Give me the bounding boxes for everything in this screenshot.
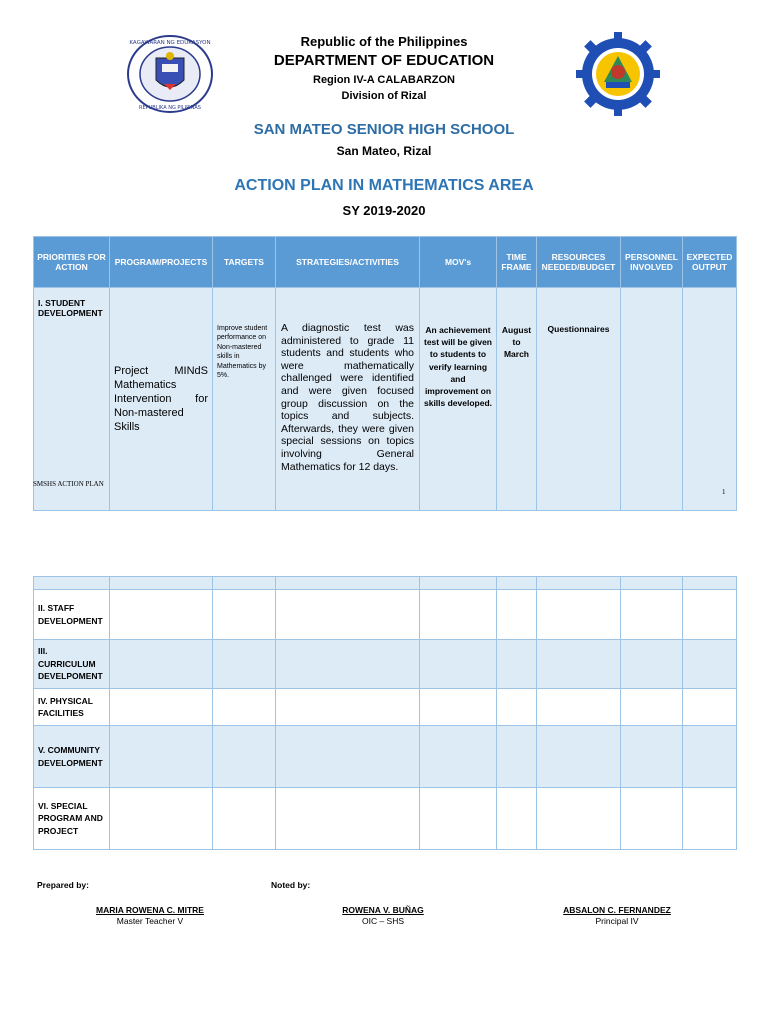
table-row: [34, 689, 737, 726]
document-title: ACTION PLAN IN MATHEMATICS AREA: [234, 177, 534, 194]
targets-cell: Improve student performance on Non-mastered skills in Mathematics by 5%.: [213, 288, 276, 511]
priority-cell: V. COMMUNITY DEVELOPMENT: [34, 726, 110, 788]
region-line: Region IV-A CALABARZON: [313, 74, 455, 86]
header-time-frame: TIME FRAME: [497, 237, 537, 288]
resources-cell: Questionnaires: [537, 288, 621, 511]
priority-cell: IV. PHYSICAL FACILITIES: [34, 689, 110, 726]
table-row: [34, 788, 737, 850]
program-cell: Project MINdS Mathematics Intervention for Non-mastered Skills: [110, 288, 213, 511]
time-frame-cell: August to March: [497, 288, 537, 511]
department-title: DEPARTMENT OF EDUCATION: [273, 52, 495, 69]
signatory-1: [50, 905, 250, 926]
priority-cell: II. STAFF DEVELOPMENT: [34, 590, 110, 640]
signatory-position: Principal IV: [595, 916, 639, 926]
seal-top-text: KAGAWARAN NG EDUKASYON: [129, 40, 211, 46]
footer-label: SMSHS ACTION PLAN: [33, 480, 104, 488]
school-location: San Mateo, Rizal: [336, 144, 432, 158]
table-row: [34, 590, 737, 640]
header-program: PROGRAM/PROJECTS: [110, 237, 213, 288]
school-name: SAN MATEO SENIOR HIGH SCHOOL: [253, 121, 515, 138]
signatory-name: ABSALON C. FERNANDEZ: [563, 905, 671, 915]
republic-line: Republic of the Philippines: [300, 34, 468, 49]
strategies-cell: A diagnostic test was administered to grade 11 students and students who were mathematically challenged were identified and were given focused group discussion on the topics and subjects. Afterwards, they were given special sessions on topics involving General Mathematics for 12 days.: [276, 288, 420, 511]
header-expected-output: EXPECTED OUTPUT: [683, 237, 737, 288]
action-plan-table-continued: [33, 576, 737, 850]
personnel-cell: [621, 288, 683, 511]
action-plan-table: [33, 236, 737, 511]
table-row: [34, 640, 737, 689]
noted-by-label: Noted by:: [271, 880, 311, 890]
signatory-name: ROWENA V. BUÑAG: [342, 905, 424, 915]
table-row: [34, 726, 737, 788]
output-cell: [683, 288, 737, 511]
repeated-header-row: [34, 577, 737, 590]
signatory-name: MARIA ROWENA C. MITRE: [96, 905, 204, 915]
prepared-by-label: Prepared by:: [37, 880, 89, 890]
header-strategies: STRATEGIES/ACTIVITIES: [276, 237, 420, 288]
header-movs: MOV's: [420, 237, 497, 288]
signatory-position: OIC – SHS: [361, 916, 405, 926]
header-priorities: PRIORITIES FOR ACTION: [34, 237, 110, 288]
priority-cell: VI. SPECIAL PROGRAM AND PROJECT: [34, 788, 110, 850]
priority-cell: I. STUDENT DEVELOPMENT: [34, 288, 110, 511]
school-year: SY 2019-2020: [342, 203, 426, 218]
mov-cell: An achievement test will be given to students to verify learning and improvement on skills developed.: [420, 288, 497, 511]
priority-cell: III. CURRICULUM DEVELPOMENT: [34, 640, 110, 689]
signatory-2: [283, 905, 483, 926]
division-line: Division of Rizal: [341, 90, 427, 102]
page-number: 1: [722, 488, 726, 496]
header-resources: RESOURCES NEEDED/BUDGET: [537, 237, 621, 288]
table-header-row: [34, 237, 737, 288]
header-targets: TARGETS: [213, 237, 276, 288]
signatory-3: [517, 905, 717, 926]
table-row: [34, 288, 737, 511]
header-personnel: PERSONNEL INVOLVED: [621, 237, 683, 288]
seal-bottom-text: REPUBLIKA NG PILIPINAS: [139, 105, 201, 111]
signatory-position: Master Teacher V: [116, 916, 184, 926]
